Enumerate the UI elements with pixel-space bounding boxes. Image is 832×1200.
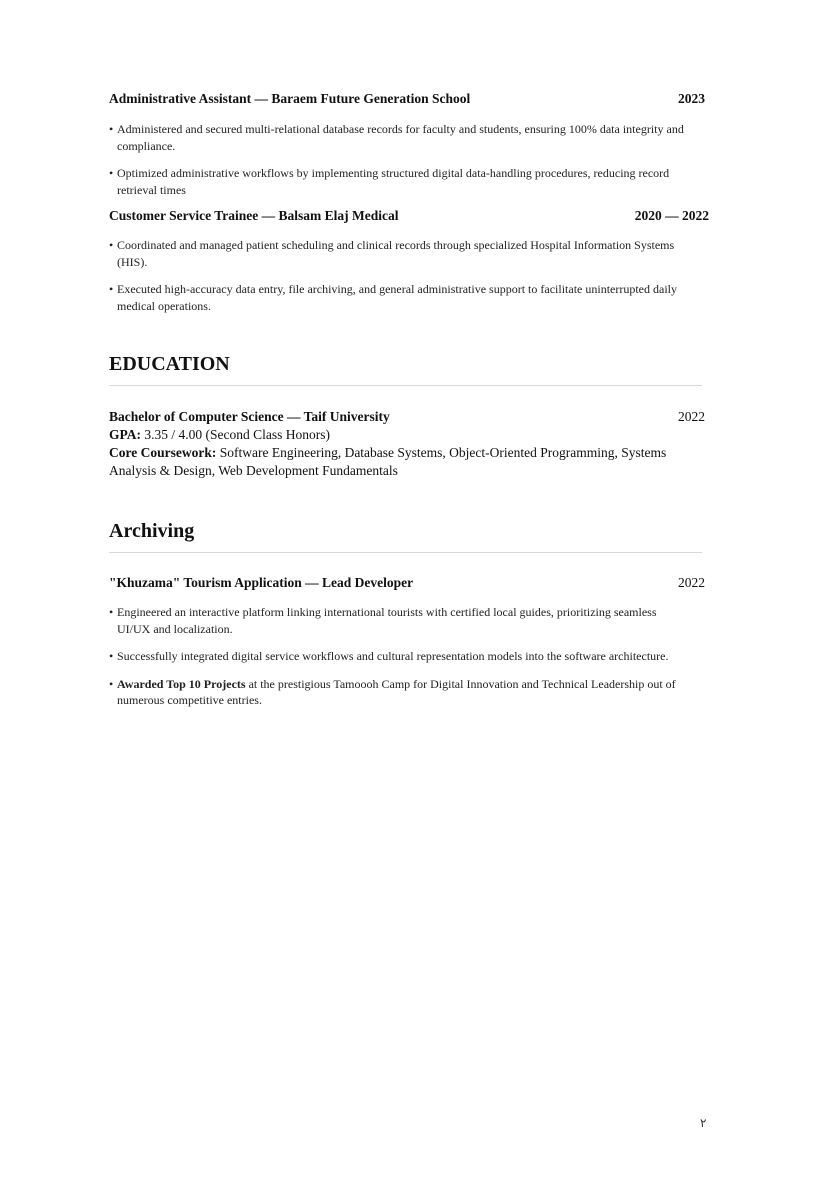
degree-year: 2022 bbox=[678, 409, 705, 424]
bullet-dot: • bbox=[109, 166, 114, 180]
gpa-label: GPA: bbox=[109, 427, 141, 442]
page-number: ٢ bbox=[700, 1116, 707, 1130]
bullet-text: Engineered an interactive platform linking international tourists with certified local guides, prioritizing seamless UI/UX and localization. bbox=[117, 605, 657, 636]
award-highlight: Awarded Top 10 Projects bbox=[117, 676, 246, 691]
coursework-value: Software Engineering, Database Systems, Object-Oriented Programming, Systems Analysis & Design, Web Development Fundamentals bbox=[109, 445, 667, 478]
job-years: 2023 bbox=[678, 91, 705, 106]
job-bullet bbox=[109, 121, 692, 154]
section-divider bbox=[109, 552, 702, 553]
job-title: Administrative Assistant — Baraem Future Generation School bbox=[109, 91, 471, 106]
job-bullet bbox=[109, 237, 692, 270]
bullet-dot: • bbox=[109, 676, 114, 691]
project-bullet bbox=[109, 604, 692, 637]
project-title: "Khuzama" Tourism Application — Lead Developer bbox=[109, 575, 414, 590]
section-divider bbox=[109, 385, 702, 386]
job-title: Customer Service Trainee — Balsam Elaj Medical bbox=[109, 208, 399, 223]
bullet-text: Optimized administrative workflows by implementing structured digital data-handling procedures, reducing record retrieval times bbox=[117, 166, 670, 197]
degree-title: Bachelor of Computer Science — Taif University bbox=[109, 409, 390, 424]
job-years: 2020 — 2022 bbox=[634, 208, 709, 223]
degree-line bbox=[109, 408, 705, 426]
bullet-dot: • bbox=[109, 605, 114, 619]
job-header bbox=[109, 207, 709, 225]
project-bullet bbox=[109, 648, 692, 665]
bullet-dot: • bbox=[109, 238, 114, 252]
job-entry bbox=[109, 207, 709, 314]
bullet-dot: • bbox=[109, 122, 114, 136]
project-header bbox=[109, 574, 705, 592]
bullet-text: Executed high-accuracy data entry, file archiving, and general administrative support to facilitate uninterrupted daily medical operations. bbox=[117, 282, 677, 313]
gpa-line bbox=[109, 426, 705, 444]
project-bullet bbox=[109, 676, 692, 709]
bullet-text: at the prestigious Tamoooh Camp for Digital Innovation and Technical Leadership out of numerous competitive entries. bbox=[117, 676, 676, 707]
gpa-value: 3.35 / 4.00 (Second Class Honors) bbox=[141, 427, 330, 442]
section-title-archiving: Archiving bbox=[109, 520, 195, 542]
bullet-dot: • bbox=[109, 649, 114, 663]
job-bullet bbox=[109, 165, 692, 198]
bullet-text: Administered and secured multi-relational database records for faculty and students, ensuring 100% data integrity and compliance. bbox=[117, 122, 684, 153]
project-year: 2022 bbox=[678, 575, 705, 590]
bullet-text: Successfully integrated digital service workflows and cultural representation models into the software architecture. bbox=[117, 649, 669, 663]
education-entry bbox=[109, 408, 705, 480]
bullet-text: Coordinated and managed patient scheduling and clinical records through specialized Hospital Information Systems (HIS). bbox=[117, 238, 675, 269]
section-title-education: EDUCATION bbox=[109, 353, 230, 375]
coursework-label: Core Coursework: bbox=[109, 445, 217, 460]
job-bullet bbox=[109, 281, 692, 314]
bullet-dot: • bbox=[109, 282, 114, 296]
job-entry bbox=[109, 90, 709, 198]
job-header bbox=[109, 90, 709, 108]
coursework-line bbox=[109, 444, 705, 480]
project-entry bbox=[109, 574, 705, 709]
